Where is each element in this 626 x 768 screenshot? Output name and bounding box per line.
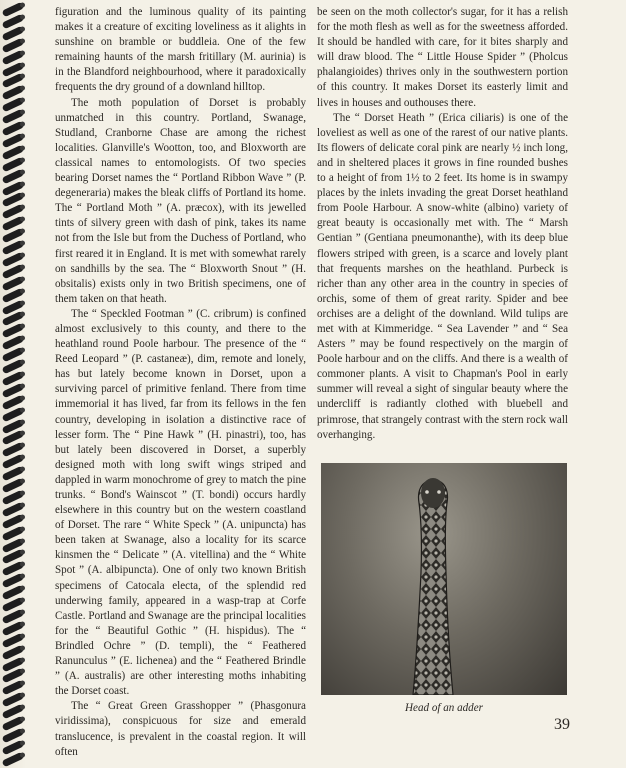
page-number: 39	[554, 716, 570, 733]
left-column	[55, 5, 306, 760]
adder-eye	[425, 490, 429, 494]
paragraph: The “ Speckled Footman ” (C. cribrum) is confined almost exclusively to this county, and there to the heathland round Poole harbour. The presence of the “ Reed Leopard ” (P. castaneæ), dim, remote and lonely, has but lately become known in Dorset, upon a surviving parcel of primitive fenland. There from time immemorial it has lived, far from its fellows in the fen country, developing in isolation a distinctive race of lesser form. The “ Pine Hawk ” (H. pinastri), too, has but lately been discovered in Dorset, a superbly designed moth with long swift wings striped and dappled in warm monochrome of grey to match the pine trunks. “ Bond's Wainscot ” (T. bondi) occurs hardly elsewhere in this country but on the western coastland of Dorset. The rare “ White Speck ” (A. unipuncta) has been taken at Swanage, also a locality for its scarce kinsmen the “ Delicate ” (A. vitellina) and the “ White Spot ” (A. albipuncta). One of only two known British specimens of Catocala electa, of the splendid red underwing family, appeared in a wasp-trap at Corfe Castle. Portland and Swanage are the principal localities for the “ Beautiful Gothic ” (H. hispidus). The “ Brindled Ochre ” (D. templi), the “ Feathered Ranunculus ” (E. lichenea) and the “ Feathered Brindle ” (A. australis) are other interesting moths inhabiting the Dorset coast.	[55, 307, 306, 698]
adder-body	[413, 480, 453, 695]
paragraph: be seen on the moth collector's sugar, for it has a relish for the moth flesh as well as for the sweetness afforded. It should be handled with care, for it bites sharply and will draw blood. The “ Little House Spider ” (Pholcus phalangioides) thrives only in the southwestern portion of this country. It makes Dorset its easterly limit and lives in houses and outhouses there.	[317, 6, 568, 109]
paragraph: The “ Great Green Grasshopper ” (Phasgonura viridissima), conspicuous for size and emerald translucence, is prevalent in the coastal region. It will often	[55, 700, 306, 758]
paragraph: The “ Dorset Heath ” (Erica ciliaris) is one of the loveliest as well as one of the rarest of our native plants. Its flowers of delicate coral pink are nearly ½ inch long, and in sheltered places it grows in fine rounded bushes to a height of from 1½ to 2 feet. Its home is in swampy places by the inlets invading the great Dorset heathland from Poole Harbour. A snow-white (albino) variety of great beauty is occasionally met with. The “ Marsh Gentian ” (Gentiana pneumonanthe), with its deep blue flowers striped with green, is a scarce and lovely plant that frequents marshes on the heathland. Purbeck is richer than any other area in the country in species of orchis, some of them of great rarity. Spider and bee orchises are a delight of the downland. Wild tulips are met with at Kimmeridge. “ Sea Lavender ” and “ Sea Asters ” may be found respectively on the margin of Poole harbour and on the cliffs. And there is a wealth of commoner plants. A visit to Chapman's Pool in early summer will reveal a sight of singular beauty where the undercliff is radiantly clothed with bluebell and primrose, that strangely contrast with the stern rock wall overhanging.	[317, 111, 568, 441]
paragraph: figuration and the luminous quality of its painting makes it a creature of exciting loveliness as it alights in sunshine on bramble or buddleia. One of the few remaining haunts of the marsh fritillary (M. aurinia) is in the Blandford neighbourhood, where it paradoxically frequents the dry ground of a downland hilltop.	[55, 6, 306, 94]
figure-caption: Head of an adder	[405, 702, 483, 714]
adder-head	[421, 478, 445, 508]
right-column	[317, 5, 568, 443]
adder-photograph	[321, 463, 567, 695]
spiral-binding	[0, 0, 26, 768]
paragraph: The moth population of Dorset is probably unmatched in this country. Portland, Swanage, Studland, Cranborne Chase are among the richest localities. Glanville's Wootton, too, and Bloxworth are classical names to entomologists. Of two species bearing Dorset names the “ Portland Ribbon Wave ” (P. degeneraria) makes the bleak cliffs of Portland its home. The “ Portland Moth ” (A. præcox), with its jewelled tints of silvery green with dash of pink, takes its name not from the Isle but from the Duchess of Portland, who first reared it in England. It is met with somewhat rarely on sandhills by the sea. The “ Bloxworth Snout ” (H. obsitalis) exists only in two British specimens, one of them taken on that heath.	[55, 96, 306, 305]
adder-eye	[437, 490, 441, 494]
adder-illustration	[321, 463, 567, 695]
